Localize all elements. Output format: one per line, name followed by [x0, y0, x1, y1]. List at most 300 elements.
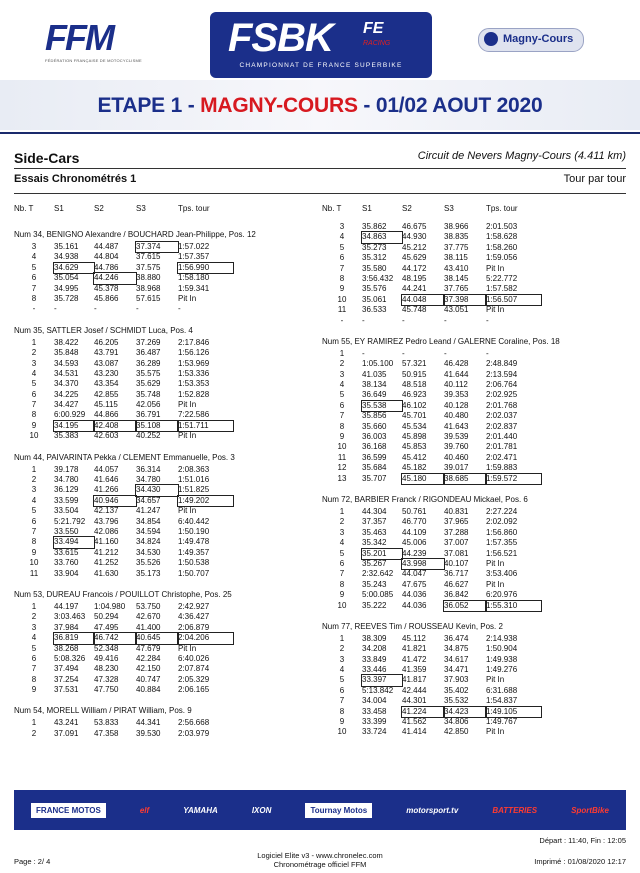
sector-2-cell: 45.212 [402, 242, 427, 252]
lap-row [14, 718, 314, 728]
lap-row [14, 252, 314, 262]
sector-1-cell: 5:21.792 [54, 516, 86, 526]
lap-row [322, 284, 622, 294]
lap-time-cell: 2:14.938 [486, 633, 518, 643]
sector-3-cell: 57.615 [136, 293, 161, 303]
lap-number-cell: 7 [31, 400, 37, 410]
sector-3-cell: 35.108 [136, 421, 178, 431]
crew-heading: Num 55, EY RAMIREZ Pedro Leand / GALERNE Coraline, Pos. 18 [322, 336, 560, 346]
sector-2-cell: - [402, 348, 405, 358]
sector-1-cell: 44.304 [362, 506, 387, 516]
sector-1-header: S1 [54, 204, 64, 213]
lap-number-cell: 5 [339, 242, 345, 252]
lap-row [322, 707, 622, 717]
sector-1-cell: 38.422 [54, 337, 79, 347]
crew-heading: Num 35, SATTLER Josef / SCHMIDT Luca, Pos. 4 [14, 325, 193, 335]
lap-time-cell: Pit In [486, 305, 505, 315]
sector-2-cell: 44.786 [94, 262, 119, 272]
sector-3-cell: 37.398 [444, 295, 486, 305]
sector-3-cell: 37.965 [444, 517, 469, 527]
lap-time-cell: 2:48.849 [486, 359, 518, 369]
lap-time-cell: 1:59.341 [178, 283, 210, 293]
lap-number-cell: 9 [339, 590, 345, 600]
event-title-suffix: - 01/02 AOUT 2020 [357, 94, 543, 117]
sector-3-cell: 39.353 [444, 390, 469, 400]
lap-row [14, 400, 314, 410]
lap-time-cell: - [178, 304, 181, 314]
lap-row [14, 338, 314, 348]
sector-2-cell: 46.742 [94, 633, 136, 643]
sector-3-cell: 39.530 [136, 728, 161, 738]
timing-line: Chronométrage officiel FFM [273, 860, 367, 869]
sponsor-logo: motorsport.tv [406, 805, 459, 815]
sector-3-cell: 41.400 [136, 622, 161, 632]
sponsor-logo: FRANCE MOTOS [31, 803, 106, 818]
lap-row [322, 686, 622, 696]
sector-2-cell: 47.750 [94, 685, 119, 695]
lap-time-cell: 2:02.037 [486, 411, 518, 421]
lap-row [322, 590, 622, 600]
lap-time-cell: 2:07.874 [178, 664, 210, 674]
lap-time-cell: Pit In [178, 506, 197, 516]
sector-2-cell: 50.915 [402, 369, 427, 379]
lap-number-cell: 11 [337, 452, 347, 462]
lap-row [322, 432, 622, 442]
lap-time-cell: 1:50.707 [178, 568, 210, 578]
sector-3-cell: 34.530 [136, 547, 161, 557]
sector-2-cell: 44.048 [402, 295, 444, 305]
sector-1-cell: 34.863 [362, 232, 402, 242]
lap-number-cell: 6 [339, 558, 345, 568]
sector-2-cell: 42.408 [94, 421, 136, 431]
lap-time-cell: 1:53.969 [178, 358, 210, 368]
sector-1-cell: 5:13.842 [362, 685, 394, 695]
sector-1-cell: 35.848 [54, 348, 79, 358]
event-title-prefix: ETAPE 1 - [97, 94, 201, 117]
sector-2-cell: 45.378 [94, 283, 119, 293]
lap-number-cell: 2 [339, 517, 345, 527]
sector-3-cell: 38.968 [136, 283, 161, 293]
sponsor-logo: YAMAHA [183, 805, 218, 815]
sector-3-cell: 35.402 [444, 685, 469, 695]
lap-time-cell: 1:50.538 [178, 558, 210, 568]
sector-2-cell: 46.770 [402, 517, 427, 527]
lap-time-cell: 1:58.180 [178, 273, 210, 283]
sector-3-cell: 40.884 [136, 685, 161, 695]
software-line: Logiciel Elite v3 - www.chronelec.com [257, 851, 383, 860]
lap-time-cell: Pit In [178, 293, 197, 303]
crew-heading: Num 54, MORELL William / PIRAT William, Pos. 9 [14, 706, 192, 716]
lap-number-cell: 6 [31, 516, 37, 526]
sector-2-cell: 48.518 [402, 380, 427, 390]
lap-row [322, 316, 622, 326]
sector-2-cell: 47.328 [94, 674, 119, 684]
sector-2-cell: 44.036 [402, 590, 427, 600]
crew-heading: Num 34, BENIGNO Alexandre / BOUCHARD Jean-Philippe, Pos. 12 [14, 230, 256, 239]
lap-number-cell: 2 [31, 728, 37, 738]
sector-1-cell: 33.550 [54, 526, 79, 536]
sector-1-cell: 35.707 [362, 473, 387, 483]
lap-row [14, 602, 314, 612]
lap-number-cell: 3 [339, 222, 345, 231]
lap-time-cell: 6:40.026 [178, 653, 210, 663]
sector-1-cell: 37.531 [54, 685, 79, 695]
sector-2-cell: 45.898 [402, 432, 427, 442]
lap-time-cell: 2:17.846 [178, 337, 210, 347]
sector-1-cell: 37.357 [362, 517, 387, 527]
sector-2-cell: 46.675 [402, 222, 427, 231]
sector-1-cell: 34.208 [362, 644, 387, 654]
lap-time-cell: 7:22.586 [178, 410, 210, 420]
results-column-left [14, 204, 314, 739]
sector-3-cell: 44.341 [136, 718, 161, 728]
lap-row [14, 431, 314, 441]
lap-time-cell: 1:55.310 [486, 601, 541, 611]
sector-1-cell: 36.003 [362, 432, 387, 442]
lap-row [14, 527, 314, 537]
sector-1-cell: 35.267 [362, 558, 387, 568]
sector-3-cell: 41.643 [444, 421, 469, 431]
sector-2-cell: 41.821 [402, 644, 427, 654]
lap-number-cell: 9 [339, 717, 345, 727]
lap-time-cell: 2:02.092 [486, 517, 518, 527]
lap-time-cell: 1:49.105 [486, 707, 541, 717]
lap-number-header: Nb. T [14, 204, 34, 213]
sector-1-cell: 33.724 [362, 727, 387, 737]
lap-number-cell: 4 [339, 665, 345, 675]
lap-row [322, 580, 622, 590]
crew-heading: Num 44, PAIVARINTA Pekka / CLEMENT Emmanuelle, Pos. 3 [14, 452, 235, 462]
lap-number-cell: 4 [31, 495, 37, 505]
sector-1-cell: 34.195 [54, 421, 94, 431]
lap-time-cell: Pit In [486, 558, 505, 568]
sector-3-cell: 34.430 [136, 485, 178, 495]
sector-3-cell: 42.850 [444, 727, 469, 737]
sector-2-cell: 44.036 [402, 600, 427, 610]
fsbk-caption: CHAMPIONNAT DE FRANCE SUPERBIKE [239, 62, 403, 69]
sponsor-logo: BATTERIES [492, 805, 538, 815]
crew-heading: Num 53, DUREAU Francois / POUILLOT Christophe, Pos. 25 [14, 589, 232, 599]
lap-row [322, 675, 622, 685]
sector-2-cell: 44.109 [402, 527, 427, 537]
results-column-right [322, 204, 622, 738]
lap-number-cell: 5 [31, 643, 37, 653]
sector-1-cell: 33.849 [362, 654, 387, 664]
sector-1-cell: 36.129 [54, 485, 79, 495]
sector-1-cell: 36.649 [362, 390, 387, 400]
lap-row [322, 295, 622, 305]
lap-time-cell: 1:57.022 [178, 242, 210, 251]
lap-number-cell: 4 [31, 368, 37, 378]
lap-number-cell: 2 [339, 644, 345, 654]
sector-2-cell: 48.195 [402, 273, 427, 283]
lap-row [14, 496, 314, 506]
session-times: Départ : 11:40, Fin : 12:05 [539, 836, 626, 845]
lap-row [14, 369, 314, 379]
sector-3-cell: 42.670 [136, 612, 161, 622]
magny-cours-logo [478, 28, 584, 52]
lap-row [322, 727, 622, 737]
lap-time-cell: 2:01.781 [486, 442, 518, 452]
sector-2-cell: 44.301 [402, 696, 427, 706]
circuit-name: Circuit de Nevers Magny-Cours (4.411 km) [417, 150, 626, 162]
sector-2-cell: 41.630 [94, 568, 119, 578]
sector-2-cell: 41.414 [402, 727, 427, 737]
lap-number-cell: 10 [337, 294, 347, 304]
sector-3-cell: 46.428 [444, 359, 469, 369]
sector-1-cell: 36.168 [362, 442, 387, 452]
sector-1-cell: 33.615 [54, 547, 79, 557]
sector-1-cell: 35.312 [362, 253, 387, 263]
sector-3-cell: 35.532 [444, 696, 469, 706]
sector-1-cell: - [362, 348, 365, 358]
sector-2-cell: 48.230 [94, 664, 119, 674]
lap-number-cell: 7 [339, 696, 345, 706]
sector-1-cell: 35.243 [362, 579, 387, 589]
lap-number-cell: 5 [339, 675, 345, 685]
sector-2-cell: 47.358 [94, 728, 119, 738]
lap-time-cell: 1:54.837 [486, 696, 518, 706]
lap-row [14, 485, 314, 495]
sector-3-cell: 35.748 [136, 389, 161, 399]
sector-3-cell: 37.775 [444, 242, 469, 252]
event-title [0, 94, 640, 118]
sector-3-cell: 40.480 [444, 411, 469, 421]
sector-3-cell: 40.831 [444, 506, 469, 516]
sector-1-cell: 34.531 [54, 368, 79, 378]
sector-1-cell: 33.397 [362, 675, 402, 685]
sector-1-cell: 41.035 [362, 369, 387, 379]
sector-2-cell: 57.321 [402, 359, 427, 369]
lap-number-cell: 8 [31, 410, 37, 420]
sector-2-cell: 41.817 [402, 675, 427, 685]
sector-1-cell: - [54, 304, 57, 314]
sector-1-cell: 33.494 [54, 537, 94, 547]
sector-3-cell: 53.750 [136, 601, 161, 611]
lap-number-cell: - [340, 315, 344, 325]
lap-number-cell: 6 [339, 253, 345, 263]
sector-3-cell: 46.627 [444, 579, 469, 589]
sector-3-cell: 37.765 [444, 284, 469, 294]
table-header [14, 204, 314, 216]
sector-1-cell: 5:00.085 [362, 590, 394, 600]
sector-1-cell: 34.629 [54, 263, 94, 273]
sector-3-cell: 40.252 [136, 431, 161, 441]
sector-2-cell: 45.701 [402, 411, 427, 421]
magny-cours-logo-icon [484, 32, 498, 46]
sector-2-cell: - [94, 304, 97, 314]
lap-time-cell: 2:05.329 [178, 674, 210, 684]
sector-2-cell: 43.998 [402, 559, 444, 569]
sector-3-cell: 37.615 [136, 252, 161, 262]
lap-number-cell: 9 [31, 685, 37, 695]
sector-2-cell: 41.472 [402, 654, 427, 664]
sponsor-logo: Tournay Motos [305, 803, 372, 818]
sector-2-cell: 47.675 [402, 579, 427, 589]
sector-3-cell: 38.145 [444, 273, 469, 283]
lap-row [322, 528, 622, 538]
lap-time-cell: 1:59.572 [486, 474, 541, 484]
lap-time-cell: 2:03.979 [178, 728, 210, 738]
sector-2-cell: 41.646 [94, 475, 119, 485]
sector-2-header: S2 [402, 204, 412, 213]
lap-time-cell: 1:52.828 [178, 389, 210, 399]
lap-time-cell: 1:51.825 [178, 485, 210, 495]
lap-number-cell: 4 [31, 252, 37, 262]
lap-row [322, 696, 622, 706]
sector-1-cell: 36.533 [362, 305, 387, 315]
lap-time-cell: 1:56.990 [178, 263, 233, 273]
sector-3-cell: 35.629 [136, 379, 161, 389]
lap-number-cell: 10 [29, 558, 39, 568]
lap-time-cell: Pit In [486, 263, 505, 273]
lap-time-cell: 2:01.768 [486, 400, 518, 410]
lap-number-cell: 1 [31, 601, 37, 611]
lap-number-cell: 7 [339, 263, 345, 273]
lap-row [14, 644, 314, 654]
lap-row [14, 304, 314, 314]
sector-3-cell: 40.747 [136, 674, 161, 684]
sector-3-cell: - [444, 315, 447, 325]
lap-time-cell: 6:31.688 [486, 685, 518, 695]
sector-2-cell: 45.180 [402, 474, 444, 484]
sector-3-cell: 34.806 [444, 717, 469, 727]
sector-3-cell: 40.460 [444, 452, 469, 462]
lap-number-cell: 8 [339, 579, 345, 589]
lap-time-cell: 6:20.976 [486, 590, 518, 600]
lap-row [322, 422, 622, 432]
lap-number-cell: 12 [337, 463, 347, 473]
print-date: Imprimé : 01/08/2020 12:17 [534, 857, 626, 866]
lap-number-cell: 5 [31, 262, 37, 272]
lap-time-cell: 1:49.938 [486, 654, 518, 664]
sector-1-cell: 1:05.100 [362, 359, 394, 369]
lap-row [14, 623, 314, 633]
lap-time-cell: 3:53.406 [486, 569, 518, 579]
sector-3-cell: 40.112 [444, 380, 468, 390]
sector-2-cell: 44.246 [94, 273, 136, 283]
lap-time-cell: - [486, 315, 489, 325]
sector-1-cell: 38.134 [362, 380, 387, 390]
lap-row [322, 349, 622, 359]
sector-3-cell: 41.644 [444, 369, 469, 379]
lap-row [322, 442, 622, 452]
lap-row [14, 654, 314, 664]
lap-number-cell: 11 [337, 305, 347, 315]
lap-time-cell: 1:57.582 [486, 284, 518, 294]
sponsor-logo: elf [139, 805, 150, 815]
sector-3-cell: 36.289 [136, 358, 161, 368]
lap-number-cell: 3 [339, 654, 345, 664]
sector-2-cell: 52.348 [94, 643, 119, 653]
lap-number-cell: 3 [31, 242, 37, 251]
sector-1-cell: 39.178 [54, 464, 79, 474]
sector-1-cell: 35.201 [362, 549, 402, 559]
sector-3-cell: 34.423 [444, 707, 486, 717]
lap-number-cell: 10 [29, 431, 39, 441]
sector-1-cell: 36.819 [54, 633, 94, 643]
lap-time-cell: 1:57.357 [178, 252, 210, 262]
lap-row [322, 305, 622, 315]
sector-2-cell: 47.495 [94, 622, 119, 632]
sector-3-cell: 36.842 [444, 590, 469, 600]
lap-number-cell: 4 [339, 538, 345, 548]
lap-time-cell: 1:59.056 [486, 253, 518, 263]
lap-row [322, 538, 622, 548]
crew-heading: Num 72, BARBIER Franck / RIGONDEAU Mickael, Pos. 6 [322, 494, 528, 504]
sector-1-cell: 3:03.463 [54, 612, 86, 622]
ffm-logo-subtitle: FÉDÉRATION FRANÇAISE DE MOTOCYCLISME [45, 58, 142, 63]
lap-row [322, 644, 622, 654]
lap-row [14, 465, 314, 475]
sector-3-cell: 34.854 [136, 516, 161, 526]
lap-number-cell: 3 [31, 485, 37, 495]
sector-2-cell: 43.791 [94, 348, 119, 358]
sector-1-cell: 35.222 [362, 600, 387, 610]
lap-time-cell: 2:56.668 [178, 718, 210, 728]
lap-number-cell: 10 [337, 442, 347, 452]
lap-number-cell: 4 [339, 380, 345, 390]
sector-3-cell: 40.645 [136, 633, 178, 643]
sector-3-cell: 47.679 [136, 643, 161, 653]
sector-3-cell: 36.487 [136, 348, 161, 358]
sector-2-header: S2 [94, 204, 104, 213]
lap-number-cell: 2 [31, 612, 37, 622]
lap-row [14, 242, 314, 252]
lap-time-cell: Pit In [178, 643, 197, 653]
lap-row [14, 569, 314, 579]
lap-time-cell: 1:51.016 [178, 475, 210, 485]
lap-number-cell: - [32, 304, 36, 314]
sector-1-cell: 33.458 [362, 706, 387, 716]
sector-2-cell: 42.137 [94, 506, 119, 516]
sector-1-cell: 37.091 [54, 728, 79, 738]
sector-2-cell: 44.172 [402, 263, 427, 273]
lap-row [14, 685, 314, 695]
lap-row [14, 633, 314, 643]
sector-2-cell: 43.087 [94, 358, 119, 368]
lap-number-cell: 10 [337, 727, 347, 737]
lap-time-cell: 1:59.883 [486, 463, 518, 473]
lap-number-cell: 2 [31, 475, 37, 485]
lap-number-cell: 13 [337, 473, 347, 483]
sector-2-cell: 43.796 [94, 516, 119, 526]
sector-3-cell: 42.150 [136, 664, 161, 674]
lap-time-cell: 2:02.471 [486, 452, 518, 462]
sector-1-cell: 36.599 [362, 452, 387, 462]
lap-time-cell: 1:56.521 [486, 548, 518, 558]
sector-3-cell: 34.471 [444, 665, 469, 675]
sector-1-cell: 34.427 [54, 400, 79, 410]
sector-2-cell: 46.923 [402, 390, 427, 400]
sector-1-cell: 37.494 [54, 664, 79, 674]
sector-1-cell: 35.684 [362, 463, 387, 473]
sector-2-cell: 44.487 [94, 242, 119, 251]
lap-row [322, 359, 622, 369]
sector-1-cell: 34.938 [54, 252, 79, 262]
lap-time-header: Tps. tour [486, 204, 518, 213]
sector-1-cell: 35.273 [362, 242, 387, 252]
sponsor-banner [14, 790, 626, 830]
sector-3-cell: 36.314 [136, 464, 161, 474]
lap-row [322, 634, 622, 644]
sector-3-cell: 39.760 [444, 442, 469, 452]
sector-3-cell: 35.526 [136, 558, 161, 568]
sector-1-cell: 38.268 [54, 643, 79, 653]
lap-time-cell: 1:58.260 [486, 242, 518, 252]
lap-time-cell: 1:49.357 [178, 547, 210, 557]
sector-1-cell: 38.309 [362, 633, 387, 643]
